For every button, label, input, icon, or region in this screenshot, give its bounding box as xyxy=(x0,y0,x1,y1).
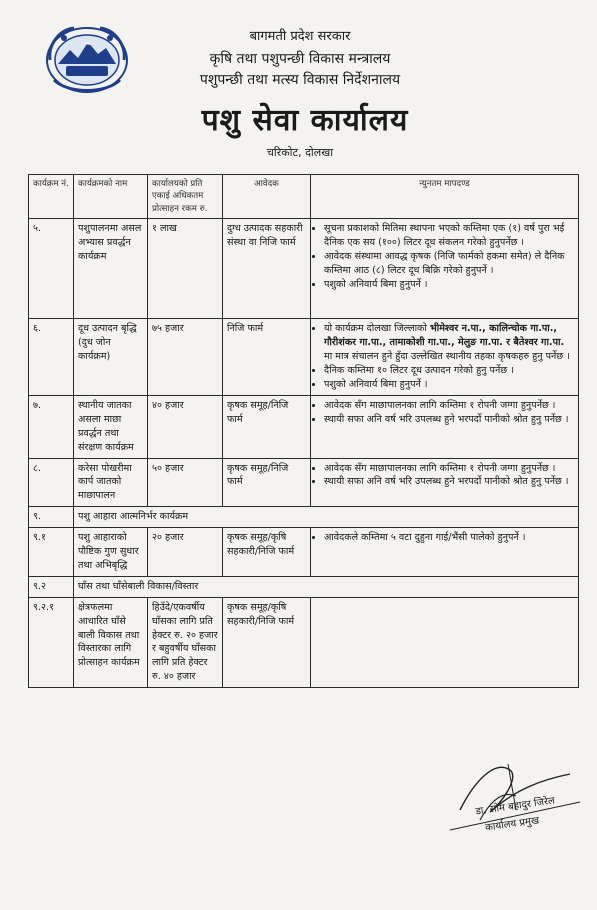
program-applicant: कृषक समूह/निजि फार्म xyxy=(223,458,311,507)
table-header-row xyxy=(29,175,579,219)
program-name: पशुपालनमा असल अभ्यास प्रवर्द्धन कार्यक्रम xyxy=(74,219,148,319)
criteria-text: यो कार्यक्रम दोलखा जिल्लाको xyxy=(324,323,430,335)
criteria-item: • आवेदक सँग माछापालनका लागि कम्तिमा १ रोपनी जग्गा हुनुपर्नेछ । xyxy=(324,462,574,476)
program-amount: ४० हजार xyxy=(148,395,223,458)
program-applicant: कृषक समूह/निजि फार्म xyxy=(223,395,311,458)
program-name: करेसा पोखरीमा कार्प जातको माछापालन xyxy=(74,458,148,507)
header-directorate: पशुपन्छी तथा मत्स्य विकास निर्देशनालय xyxy=(199,72,401,88)
table-row xyxy=(29,319,579,396)
table-row xyxy=(29,395,579,458)
column-header: कार्यक्रमको नाम xyxy=(74,175,148,219)
criteria-item: • स्थायी सफा अनि वर्ष भरि उपलब्ध हुने भरपर्दो पानीको श्रोत हुनु पर्नेछ । xyxy=(324,413,574,427)
section-number: ९.२ xyxy=(29,576,74,597)
column-header: कार्यक्रम नं. xyxy=(29,175,74,219)
signatory-role: कार्यालय प्रमुख xyxy=(484,815,540,834)
criteria-text: मा मात्र संचालन हुने हुँदा उल्लेखित स्थानीय तहका कृषकहरु हुनु पर्नेछ । xyxy=(324,351,570,363)
column-header: कार्यालयको प्रति एकाई अधिकतम प्रोत्साहन रकम रु. xyxy=(148,175,223,219)
program-amount: ५० हजार xyxy=(148,458,223,507)
program-name: पशु आहाराको पौष्टिक गुण सुधार तथा अभिबृद्धि xyxy=(74,528,148,577)
program-table xyxy=(28,174,579,688)
program-number: ६. xyxy=(29,319,74,396)
program-number: ५. xyxy=(29,219,74,319)
program-name: दूध उत्पादन बृद्धि (दुध जोन कार्यक्रम) xyxy=(74,319,148,396)
table-row xyxy=(29,219,579,319)
program-criteria xyxy=(311,219,579,319)
program-criteria xyxy=(311,597,579,687)
office-location: चरिकोट, दोलखा xyxy=(266,146,334,159)
column-header: आवेदक xyxy=(223,175,311,219)
program-name: स्थानीय जातका असला माछा प्रवर्द्धन तथा संरक्षण कार्यक्रम xyxy=(74,395,148,458)
table-row xyxy=(29,528,579,577)
program-applicant: कृषक समूह/कृषि सहकारी/निजि फार्म xyxy=(223,528,311,577)
criteria-item: • पशुको अनिवार्य बिमा हुनुपर्ने । xyxy=(324,278,574,292)
program-number: ९.२.१ xyxy=(29,597,74,687)
column-header: न्युनतम मापदण्ड xyxy=(311,175,579,219)
program-applicant: कृषक समूह/कृषि सहकारी/निजि फार्म xyxy=(223,597,311,687)
section-row xyxy=(29,576,579,597)
government-emblem-logo xyxy=(44,20,130,96)
program-criteria xyxy=(311,395,579,458)
header-government: बागमती प्रदेश सरकार xyxy=(249,29,351,44)
program-number: ९.१ xyxy=(29,528,74,577)
section-number: ९. xyxy=(29,507,74,528)
program-name: क्षेत्रफलमा आधारित घाँसे बाली विकास तथा विस्तारका लागि प्रोत्साहन कार्यक्रम xyxy=(74,597,148,687)
table-row xyxy=(29,458,579,507)
section-title: घाँस तथा घाँसेबाली विकास/विस्तार xyxy=(74,576,579,597)
program-number: ७. xyxy=(29,395,74,458)
criteria-item: • सूचना प्रकाशको मितिमा स्थापना भएको कम्तिमा एक (१) वर्ष पुरा भई दैनिक एक सय (१००) लिटर दूध संकलन गरेको हुनुपर्नेछ । xyxy=(324,222,574,250)
program-amount: ७५ हजार xyxy=(148,319,223,396)
section-title: पशु आहारा आत्मनिर्भर कार्यक्रम xyxy=(74,507,579,528)
program-applicant: दुग्ध उत्पादक सहकारी संस्था वा निजि फार्म xyxy=(223,219,311,319)
criteria-municipalities: भीमेश्वर न.पा., कालिन्चोक गा.पा., गौरीशंकर गा.पा., तामाकोशी गा.पा., मेलुङ गा.पा. र बैतेश्वर गा.पा. xyxy=(324,323,565,349)
signatory-name: डा. सोम बहादुर जिरेल xyxy=(474,795,556,818)
criteria-item xyxy=(324,322,574,364)
program-criteria xyxy=(311,319,579,396)
criteria-item: • आवेदक संस्थामा आवद्ध कृषक (निजि फार्मको हकमा समेत) ले दैनिक कम्तिमा आठ (८) लिटर दूध बिक्रि गरेको हुनुपर्ने । xyxy=(324,250,574,278)
program-criteria xyxy=(311,528,579,577)
program-amount: २० हजार xyxy=(148,528,223,577)
criteria-item: • आवेदकले कम्तिमा ५ वटा दुहुना गाई/भैंसी पालेको हुनुपर्ने । xyxy=(324,531,574,545)
program-amount: हिउँदे/एकवर्षीय घाँसका लागि प्रति हेक्टर रु. २० हजार र बहुवर्षीय घाँसका लागि प्रति हेक्टर रु. ४० हजार xyxy=(148,597,223,687)
criteria-item: • दैनिक कम्तिमा १० लिटर दूध उत्पादन गरेको हुनु पर्नेछ । xyxy=(324,364,574,378)
section-row xyxy=(29,507,579,528)
header-ministry: कृषि तथा पशुपन्छी विकास मन्त्रालय xyxy=(209,51,391,67)
office-title: पशु सेवा कार्यालय xyxy=(201,103,409,138)
criteria-item: • पशुको अनिवार्य बिमा हुनुपर्ने । xyxy=(324,378,574,392)
program-applicant: निजि फार्म xyxy=(223,319,311,396)
criteria-item: • आवेदक सँग माछापालनका लागि कम्तिमा १ रोपनी जग्गा हुनुपर्नेछ । xyxy=(324,399,574,413)
criteria-item: • स्थायी सफा अनि वर्ष भरि उपलब्ध हुने भरपर्दो पानीको श्रोत हुनु पर्नेछ । xyxy=(324,475,574,489)
program-amount: १ लाख xyxy=(148,219,223,319)
table-row xyxy=(29,597,579,687)
program-number: ८. xyxy=(29,458,74,507)
program-criteria xyxy=(311,458,579,507)
